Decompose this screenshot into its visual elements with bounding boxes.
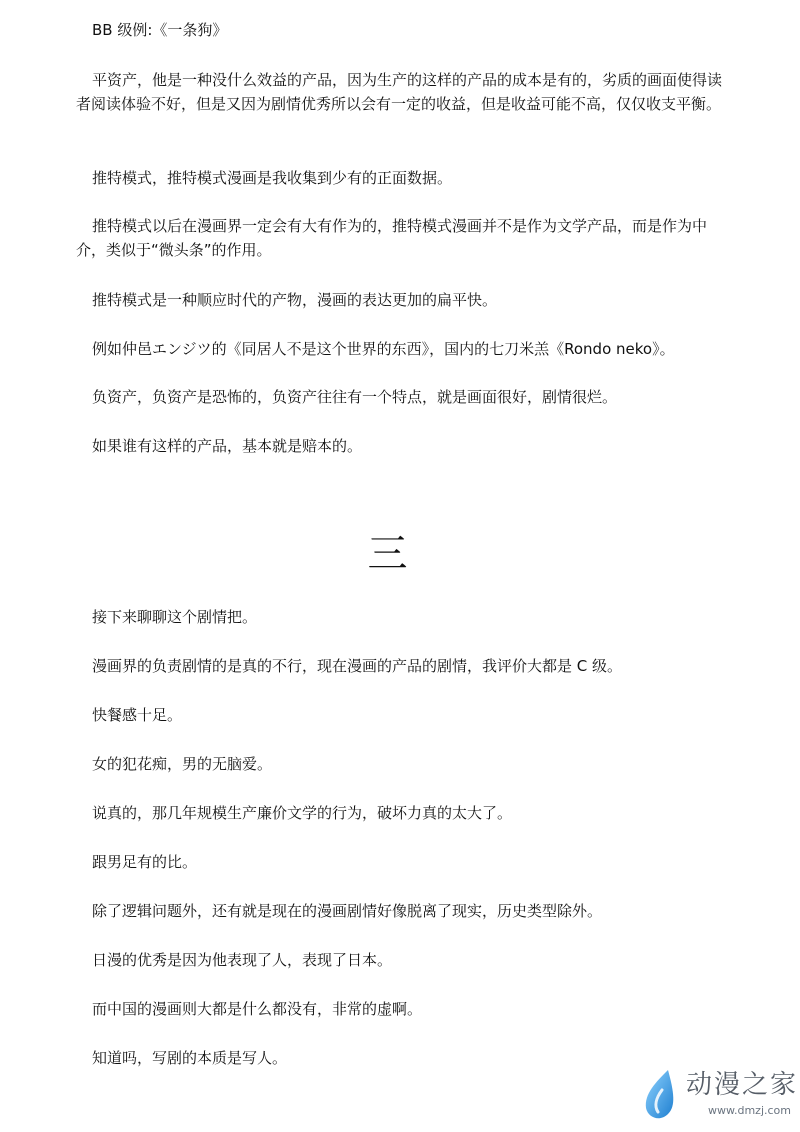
paragraph-twitter-era: 推特模式是一种顺应时代的产物，漫画的表达更加的扁平快。 (92, 291, 498, 309)
paragraph-fast-food: 快餐感十足。 (92, 706, 183, 724)
paragraph-writing-essence: 知道吗，写剧的本质是写人。 (92, 1049, 288, 1067)
watermark-url: www.dmzj.com (708, 1104, 791, 1117)
paragraph-flat-asset: 平资产，他是一种没什么效益的产品，因为生产的这样的产品的成本是有的，劣质的画面使得读者阅读体验不好，但是又因为剧情优秀所以会有一定的收益，但是收益可能不高，仅仅收支平衡。 (76, 71, 723, 113)
paragraph-example-works: 例如仲邑エンジツ的《同居人不是这个世界的东西》，国内的七刀米羔《Rondo neko》。 (92, 340, 675, 358)
water-drop-logo-icon (638, 1068, 680, 1122)
paragraph-negative-asset: 负资产，负资产是恐怖的，负资产往往有一个特点，就是画面很好，剧情很烂。 (92, 388, 618, 406)
paragraph-compare-football: 跟男足有的比。 (92, 853, 198, 871)
paragraph-twitter-mode: 推特模式，推特模式漫画是我收集到少有的正面数据。 (92, 169, 453, 187)
watermark-title: 动漫之家 (686, 1070, 799, 1100)
paragraph-japanese-manga: 日漫的优秀是因为他表现了人，表现了日本。 (92, 951, 393, 969)
paragraph-example-bb: BB 级例:《一条狗》 (92, 21, 228, 39)
paragraph-logic-reality: 除了逻辑问题外，还有就是现在的漫画剧情好像脱离了现实，历史类型除外。 (92, 902, 603, 920)
paragraph-cheap-literature: 说真的，那几年规模生产廉价文学的行为，破坏力真的太大了。 (92, 804, 513, 822)
paragraph-tropes: 女的犯花痴，男的无脑爱。 (92, 755, 273, 773)
paragraph-twitter-future: 推特模式以后在漫画界一定会有大有作为的，推特模式漫画并不是作为文学产品，而是作为中介，类似于“微头条”的作用。 (76, 217, 708, 259)
paragraph-chinese-manga: 而中国的漫画则大都是什么都没有，非常的虚啊。 (92, 1000, 423, 1018)
paragraph-plot-quality: 漫画界的负责剧情的是真的不行，现在漫画的产品的剧情，我评价大都是 C 级。 (92, 657, 623, 675)
paragraph-loss: 如果谁有这样的产品，基本就是赔本的。 (92, 437, 363, 455)
section-heading: 三 (367, 531, 408, 577)
site-watermark (638, 1066, 798, 1126)
paragraph-plot-intro: 接下来聊聊这个剧情把。 (92, 608, 258, 626)
